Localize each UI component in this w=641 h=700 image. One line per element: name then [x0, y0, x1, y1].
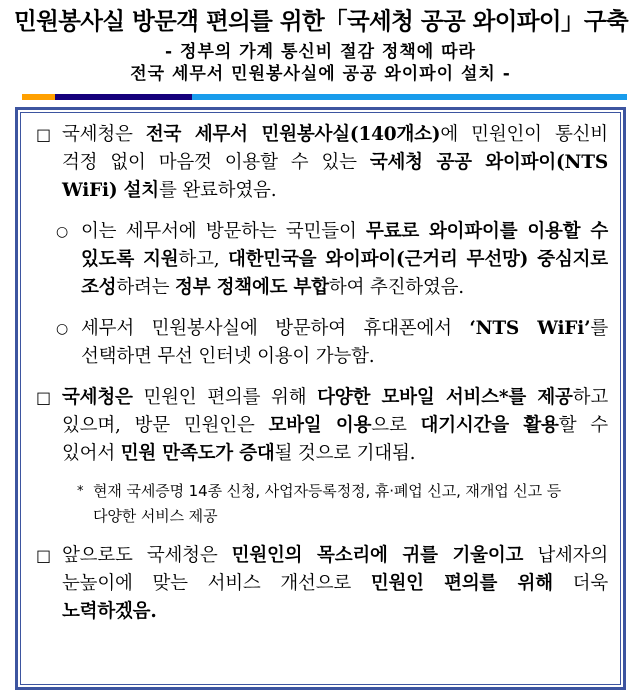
text-run: 으로 — [371, 415, 421, 436]
body-content — [33, 121, 608, 626]
paragraph-text — [62, 384, 608, 468]
asterisk-icon: * — [77, 484, 84, 499]
circle-bullet-icon: ○ — [56, 321, 69, 337]
paragraph-text — [81, 218, 608, 302]
text-run: 정부 정책에도 부합 — [175, 277, 329, 298]
square-bullet-icon: □ — [36, 388, 52, 407]
content-frame-inner — [20, 112, 621, 685]
text-run: 대기시간을 활용 — [420, 415, 559, 436]
text-run: 납세자의 눈높이에 맞는 서비스 개선으로 — [62, 545, 608, 594]
paragraph-text — [81, 315, 608, 371]
footnote-text: 현재 국세증명 14종 신청, 사업자등록정정, 휴·폐업 신고, 재개업 신고 등 다양한 서비스 제공 — [93, 482, 562, 525]
text-run: 될 것으로 기대됨. — [274, 443, 416, 464]
text-run: 무료로 와이파이를 이용할 수 있도록 지원 — [81, 221, 608, 270]
text-run: 민원인 편의를 위해 — [370, 573, 553, 594]
text-run: 를 선택하면 무선 인터넷 이용이 가능함. — [81, 318, 608, 367]
text-run: 전국 세무서 민원봉사실(140개소) — [145, 124, 441, 145]
body-paragraph — [33, 121, 608, 205]
body-paragraph — [33, 542, 608, 626]
text-run: 민원인 편의를 위해 — [132, 387, 318, 408]
text-run: 이는 세무서에 방문하는 국민들이 — [81, 221, 367, 242]
text-run: 민원인의 목소리에 귀를 기울이고 — [231, 545, 524, 566]
page-subtitle — [14, 41, 627, 86]
text-run: 대한민국을 와이파이(근거리 무선망) 중심지로 조성 — [81, 249, 608, 298]
square-bullet-icon: □ — [36, 125, 52, 144]
subtitle-line-2: 전국 세무서 민원봉사실에 공공 와이파이 설치 - — [130, 64, 511, 85]
text-run: 국세청은 — [62, 387, 133, 408]
text-run: 국세청은 — [62, 124, 146, 145]
paragraph-text — [62, 542, 608, 626]
text-run: 세무서 민원봉사실에 방문하여 휴대폰에서 — [81, 318, 470, 339]
square-bullet-icon: □ — [36, 546, 52, 565]
body-paragraph — [33, 218, 608, 302]
text-run: 모바일 이용 — [268, 415, 372, 436]
subtitle-line-1: - 정부의 가계 통신비 절감 정책에 따라 — [165, 41, 476, 62]
document-header — [0, 0, 641, 86]
text-run: 하여 추진하였음. — [328, 277, 464, 298]
text-run: 국세청 공공 와이파이(NTS WiFi) 설치 — [62, 152, 608, 201]
text-run: 하려는 — [116, 277, 176, 298]
paragraph-text — [62, 121, 608, 205]
text-run: 에 민원인이 통신비 걱정 없이 마음껏 이용할 수 있는 — [62, 124, 608, 173]
content-frame — [15, 107, 626, 690]
circle-bullet-icon: ○ — [56, 224, 69, 240]
divider-segment-orange — [22, 94, 55, 100]
text-run: 를 완료하였음. — [158, 180, 277, 201]
divider-segment-cyan — [192, 94, 627, 100]
body-paragraph — [33, 315, 608, 371]
page-title: 민원봉사실 방문객 편의를 위한「국세청 공공 와이파이」구축 — [14, 7, 629, 35]
tricolor-divider — [22, 94, 627, 100]
text-run: 민원 만족도가 증대 — [120, 443, 275, 464]
text-run: 다양한 모바일 서비스*를 제공 — [317, 387, 573, 408]
text-run: 할 수 있어서 — [62, 415, 608, 464]
text-run: ‘NTS WiFi’ — [469, 318, 591, 339]
text-run: 앞으로도 국세청은 — [62, 545, 232, 566]
body-paragraph — [33, 384, 608, 468]
footnote — [33, 479, 608, 529]
text-run: 노력하겠음. — [62, 601, 157, 622]
text-run: 하고, — [178, 249, 228, 270]
text-run: 하고 있으며, 방문 민원인은 — [62, 387, 609, 436]
divider-segment-navy — [55, 94, 192, 100]
text-run: 더욱 — [552, 573, 608, 594]
